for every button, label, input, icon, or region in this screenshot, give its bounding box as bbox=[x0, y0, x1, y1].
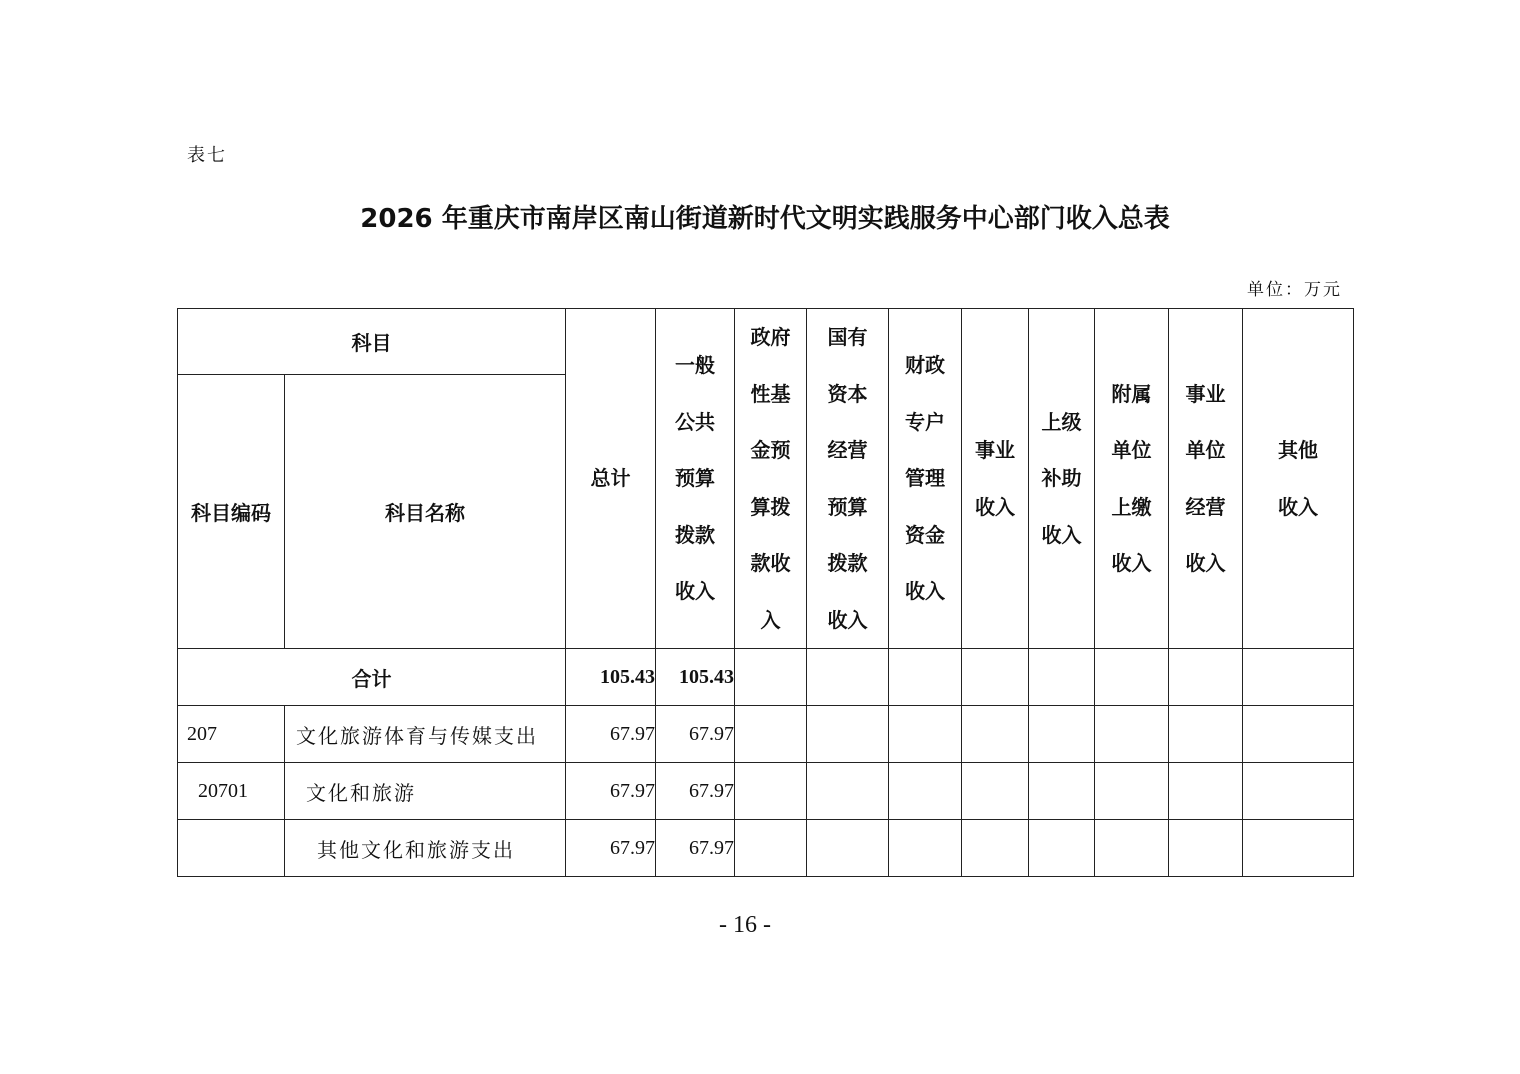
empty-cell bbox=[889, 706, 962, 763]
row-name: 其他文化和旅游支出 bbox=[285, 820, 566, 877]
total-total: 105.43 bbox=[566, 649, 656, 706]
header-fiscal-special: 财政专户管理资金收入 bbox=[889, 309, 962, 649]
income-summary-table bbox=[177, 308, 1354, 877]
row-total: 67.97 bbox=[566, 820, 656, 877]
empty-cell bbox=[889, 649, 962, 706]
document-title: 2026 年重庆市南岸区南山街道新时代文明实践服务中心部门收入总表 bbox=[360, 204, 1170, 234]
header-affiliated: 附属单位上缴收入 bbox=[1095, 309, 1169, 649]
header-code: 科目编码 bbox=[178, 375, 285, 649]
empty-cell bbox=[962, 820, 1029, 877]
empty-cell bbox=[735, 649, 807, 706]
header-state-capital: 国有资本经营预算拨款收入 bbox=[807, 309, 889, 649]
row-code bbox=[178, 820, 285, 877]
empty-cell bbox=[1095, 649, 1169, 706]
unit-label: 单位：万元 bbox=[1247, 280, 1342, 300]
empty-cell bbox=[735, 706, 807, 763]
empty-cell bbox=[1169, 763, 1243, 820]
empty-cell bbox=[807, 763, 889, 820]
empty-cell bbox=[889, 763, 962, 820]
empty-cell bbox=[807, 820, 889, 877]
row-general-budget: 67.97 bbox=[656, 820, 735, 877]
row-name: 文化旅游体育与传媒支出 bbox=[285, 706, 566, 763]
row-general-budget: 67.97 bbox=[656, 763, 735, 820]
header-general-budget: 一般公共预算拨款收入 bbox=[656, 309, 735, 649]
empty-cell bbox=[962, 763, 1029, 820]
table-row bbox=[178, 820, 1354, 877]
row-general-budget: 67.97 bbox=[656, 706, 735, 763]
total-label: 合计 bbox=[178, 649, 566, 706]
empty-cell bbox=[1029, 763, 1095, 820]
empty-cell bbox=[1095, 763, 1169, 820]
header-other: 其他收入 bbox=[1243, 309, 1354, 649]
page-number: - 16 - bbox=[719, 912, 771, 938]
header-business: 事业收入 bbox=[962, 309, 1029, 649]
empty-cell bbox=[1095, 706, 1169, 763]
row-total: 67.97 bbox=[566, 763, 656, 820]
header-gov-fund: 政府性基金预算拨款收入 bbox=[735, 309, 807, 649]
table-row bbox=[178, 763, 1354, 820]
header-operating: 事业单位经营收入 bbox=[1169, 309, 1243, 649]
header-subject: 科目 bbox=[178, 309, 566, 375]
header-name: 科目名称 bbox=[285, 375, 566, 649]
empty-cell bbox=[735, 763, 807, 820]
empty-cell bbox=[889, 820, 962, 877]
empty-cell bbox=[1169, 649, 1243, 706]
total-general-budget: 105.43 bbox=[656, 649, 735, 706]
total-row bbox=[178, 649, 1354, 706]
row-name: 文化和旅游 bbox=[285, 763, 566, 820]
empty-cell bbox=[1243, 649, 1354, 706]
empty-cell bbox=[1243, 820, 1354, 877]
row-total: 67.97 bbox=[566, 706, 656, 763]
row-code: 207 bbox=[178, 706, 285, 763]
table-number-label: 表七 bbox=[187, 145, 227, 166]
empty-cell bbox=[1169, 820, 1243, 877]
table-row bbox=[178, 706, 1354, 763]
empty-cell bbox=[735, 820, 807, 877]
empty-cell bbox=[1029, 649, 1095, 706]
empty-cell bbox=[807, 649, 889, 706]
empty-cell bbox=[1243, 763, 1354, 820]
empty-cell bbox=[1169, 706, 1243, 763]
empty-cell bbox=[807, 706, 889, 763]
header-superior-subsidy: 上级补助收入 bbox=[1029, 309, 1095, 649]
header-row-top bbox=[178, 309, 1354, 375]
empty-cell bbox=[962, 649, 1029, 706]
empty-cell bbox=[1095, 820, 1169, 877]
empty-cell bbox=[1029, 706, 1095, 763]
empty-cell bbox=[962, 706, 1029, 763]
empty-cell bbox=[1243, 706, 1354, 763]
header-total: 总计 bbox=[566, 309, 656, 649]
empty-cell bbox=[1029, 820, 1095, 877]
row-code: 20701 bbox=[178, 763, 285, 820]
